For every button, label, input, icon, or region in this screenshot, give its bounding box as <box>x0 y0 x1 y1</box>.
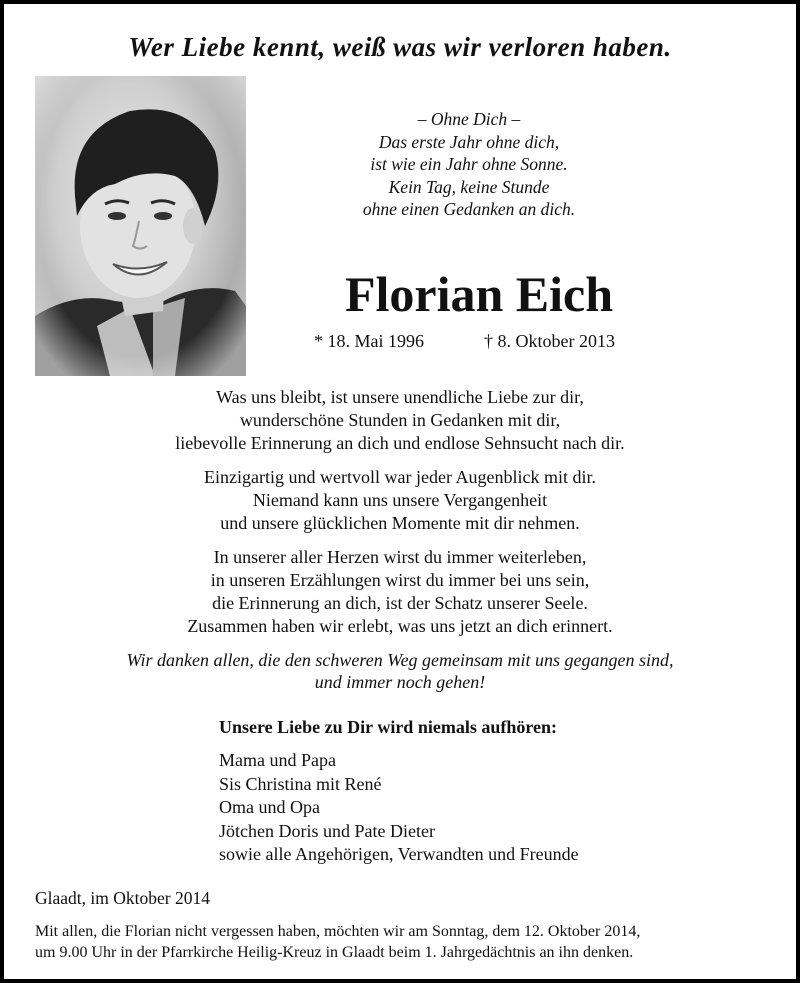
stanza-line: Niemand kann uns unsere Vergangenheit <box>252 490 548 510</box>
family-member: Sis Christina mit René <box>219 773 382 794</box>
stanza-line: In unserer aller Herzen wirst du immer weiterleben, <box>213 547 587 567</box>
stanza <box>4 466 796 535</box>
poem-line: Das erste Jahr ohne dich, <box>378 131 560 152</box>
portrait-photo <box>35 76 246 376</box>
poem-line: ohne einen Gedanken an dich. <box>362 199 576 219</box>
stanza-line: in unseren Erzählungen wirst du immer bei uns sein, <box>210 570 590 590</box>
thanks-line: und immer noch gehen! <box>314 672 486 692</box>
memorial-service-notice <box>35 921 795 963</box>
poem-line: Kein Tag, keine Stunde <box>388 176 550 197</box>
place-date: Glaadt, im Oktober 2014 <box>35 888 210 908</box>
stanza-line: Einzigartig und wertvoll war jeder Augenblick mit dir. <box>204 467 596 487</box>
family-member: Jötchen Doris und Pate Dieter <box>219 820 435 841</box>
poem-line: ist wie ein Jahr ohne Sonne. <box>370 154 568 174</box>
stanza-line: liebevolle Erinnerung an dich und endlose Sehnsucht nach dir. <box>175 433 625 453</box>
stanza <box>4 546 796 638</box>
notice-line: um 9.00 Uhr in der Pfarrkirche Heilig-Kreuz in Glaadt beim 1. Jahrgedächtnis an ihn denken. <box>35 944 634 961</box>
stanza-line: die Erinnerung an dich, ist der Schatz unserer Seele. <box>212 593 588 613</box>
stanza-line: Zusammen haben wir erlebt, was uns jetzt an dich erinnert. <box>187 616 613 636</box>
headline: Wer Liebe kennt, weiß was wir verloren haben. <box>128 32 672 62</box>
thanks-line: Wir danken allen, die den schweren Weg gemeinsam mit uns gegangen sind, <box>126 650 674 670</box>
poem <box>304 108 634 221</box>
stanza-line: und unsere glücklichen Momente mit dir nehmen. <box>220 513 580 533</box>
birth-date: * 18. Mai 1996 <box>314 331 424 351</box>
stanza-line: Was uns bleibt, ist unsere unendliche Liebe zur dir, <box>216 387 584 407</box>
thanks-message <box>4 649 796 693</box>
family-heading: Unsere Liebe zu Dir wird niemals aufhören: <box>219 717 557 737</box>
family-member: Mama und Papa <box>219 750 336 770</box>
stanza-line: wunderschöne Stunden in Gedanken mit dir, <box>239 410 561 430</box>
death-date: † 8. Oktober 2013 <box>484 331 615 351</box>
poem-line: – Ohne Dich – <box>417 109 521 129</box>
family-list <box>219 749 579 867</box>
stanza <box>4 386 796 455</box>
notice-line: Mit allen, die Florian nicht vergessen haben, möchten wir am Sonntag, dem 12. Oktober 2014, <box>35 923 641 940</box>
deceased-name: Florian Eich <box>344 266 614 322</box>
family-member: sowie alle Angehörigen, Verwandten und Freunde <box>219 844 579 864</box>
obituary-notice <box>4 4 796 979</box>
family-member: Oma und Opa <box>219 797 320 817</box>
